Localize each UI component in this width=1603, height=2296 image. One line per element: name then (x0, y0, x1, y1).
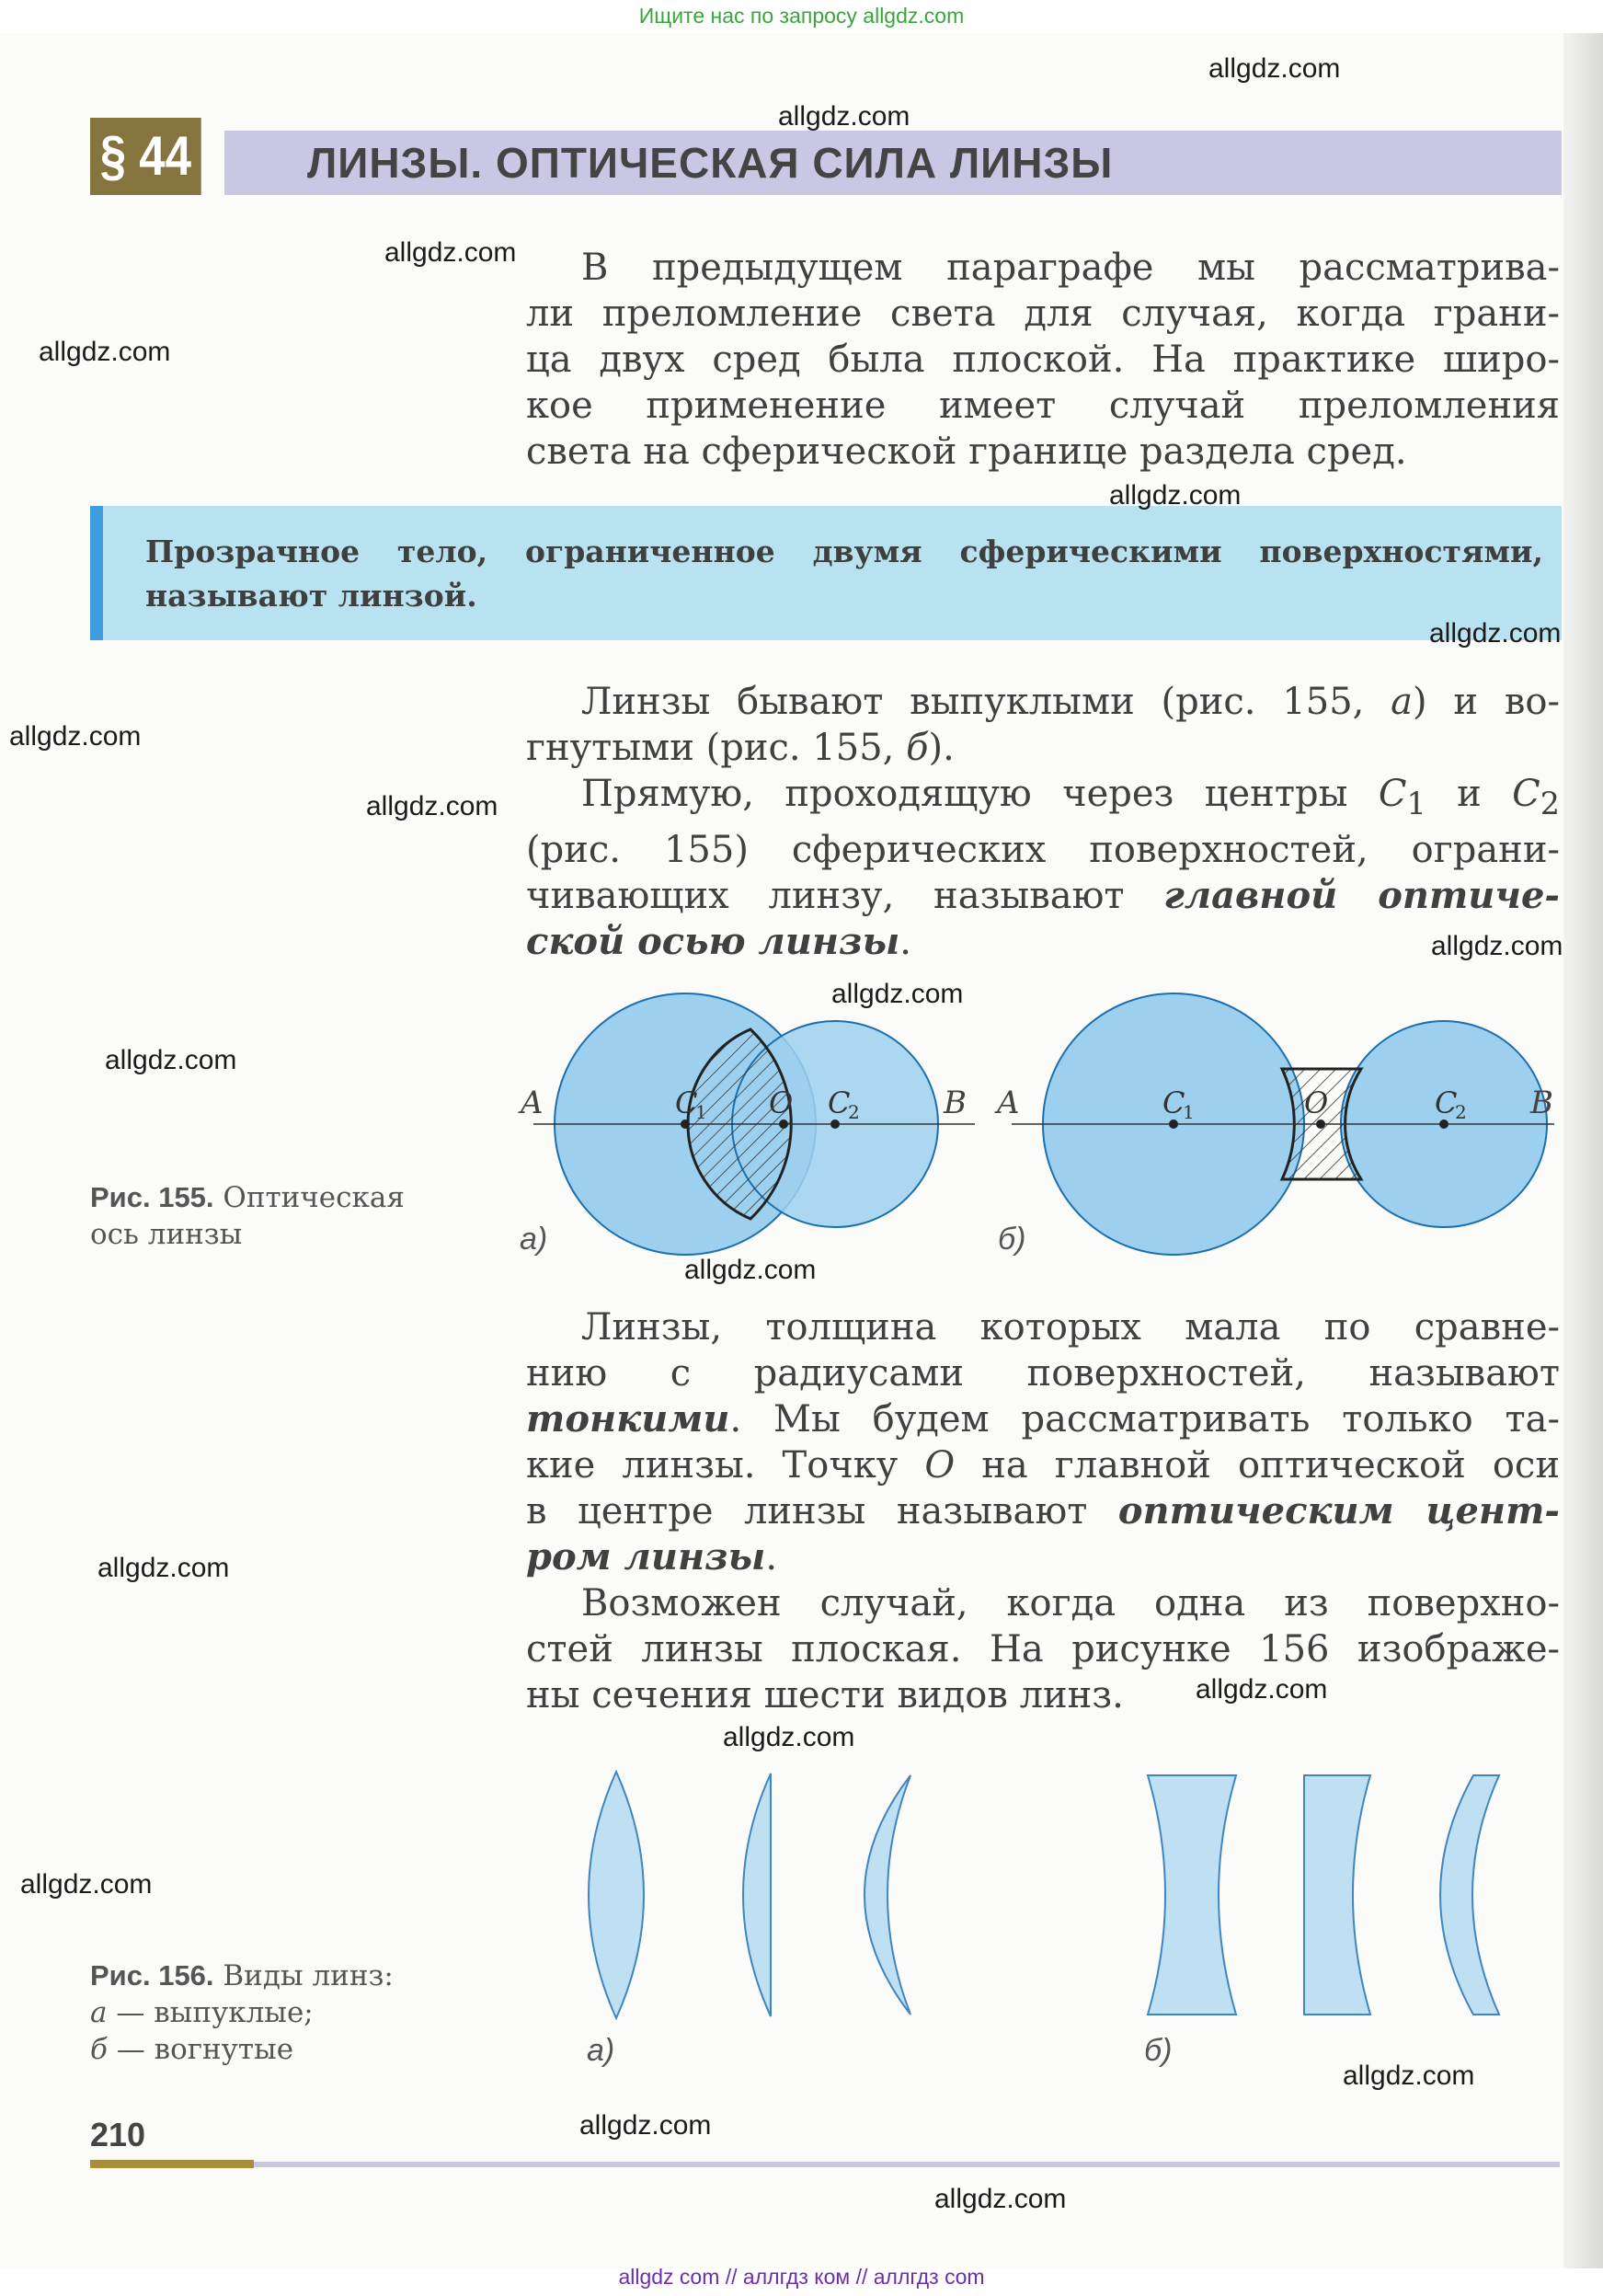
definition-text (145, 530, 1543, 618)
symbol-o: O (924, 1444, 956, 1487)
watermark: allgdz.com (1431, 931, 1563, 961)
text-fragment: ). (928, 727, 955, 769)
page-edge (1563, 33, 1603, 2268)
watermark: allgdz.com (20, 1869, 153, 1900)
text-fragment: на главной оптической оси (955, 1444, 1560, 1487)
text-line (526, 919, 1560, 965)
fig155-label-a: а) (520, 1222, 548, 1257)
definition-line: называют линзой. (145, 578, 477, 614)
term-main-optical-axis: главной оптиче- (1163, 874, 1560, 917)
caption-label: Рис. 155. (90, 1181, 214, 1213)
watermark: allgdz.com (831, 979, 964, 1009)
biconvex-lens (589, 1772, 644, 2018)
convex-meniscus-lens (864, 1775, 910, 2015)
text-line: нию с радиусами поверхностей, называют (526, 1352, 1560, 1395)
label-a-point: A (997, 1085, 1020, 1121)
text-line (526, 679, 1560, 725)
text-fragment: гнутыми (рис. 155, (526, 727, 907, 769)
label-subscript: 2 (1455, 1101, 1467, 1123)
caption-text: ось линзы (90, 1218, 243, 1251)
plano-convex-lens (743, 1774, 771, 2016)
text-fragment: Прямую, проходящую через центры (581, 773, 1379, 815)
top-banner[interactable]: Ищите нас по запросу allgdz.com (638, 4, 965, 28)
text-line: ца двух сред была плоской. На практике широ- (526, 339, 1560, 381)
watermark: allgdz.com (1429, 618, 1562, 649)
footer-accent (90, 2160, 254, 2168)
fig156-label-b: б) (1144, 2033, 1173, 2068)
term-optical-center: ром линзы (526, 1535, 766, 1578)
label-c-point: C (1162, 1085, 1185, 1120)
watermark: allgdz.com (384, 237, 517, 268)
text-fragment: ) и во- (1413, 681, 1560, 723)
point-c1-a (681, 1119, 690, 1129)
text-line: ли преломление света для случая, когда грани- (526, 293, 1560, 335)
text-line (526, 1534, 1560, 1580)
caption-letter: б (90, 2033, 108, 2066)
text-line: (рис. 155) сферических поверхностей, ограни- (526, 829, 1560, 871)
watermark: allgdz.com (105, 1045, 237, 1075)
text-fragment: чивающих линзу, называют (526, 875, 1164, 917)
text-line: Возможен случай, когда одна из поверхно- (581, 1582, 1560, 1624)
fig-ref-b: б (906, 727, 929, 769)
text-line (526, 1396, 1560, 1442)
text-line: света на сферической границе раздела сред. (526, 430, 1407, 473)
fig-ref-a: а (1391, 681, 1414, 723)
caption-text: — вогнутые (107, 2033, 294, 2066)
symbol-c: C (1378, 773, 1407, 815)
watermark: allgdz.com (778, 101, 910, 132)
caption-label: Рис. 156. (90, 1959, 214, 1992)
text-line: стей линзы плоская. На рисунке 156 изображе- (526, 1628, 1560, 1670)
symbol-subscript: 2 (1540, 786, 1560, 821)
watermark: allgdz.com (366, 791, 498, 821)
label-a-point: A (521, 1085, 544, 1121)
label-b-point: B (944, 1085, 967, 1121)
label-c-point: C (675, 1085, 698, 1120)
text-line: ны сечения шести видов линз. (526, 1674, 1124, 1716)
watermark: allgdz.com (1196, 1674, 1328, 1705)
text-line (526, 771, 1560, 827)
definition-box-accent (90, 506, 103, 640)
watermark: allgdz.com (723, 1722, 855, 1752)
figure-155 (515, 984, 1563, 1279)
watermark: allgdz.com (684, 1255, 817, 1285)
term-optical-center: оптическим цент- (1117, 1489, 1561, 1533)
label-subscript: 2 (848, 1101, 860, 1123)
text-fragment: кие линзы. Точку (526, 1444, 925, 1487)
watermark: allgdz.com (1208, 53, 1341, 84)
caption-text: Оптическая (223, 1181, 405, 1214)
section-number: § 44 (90, 118, 201, 195)
term-thin: тонкими (526, 1397, 730, 1441)
watermark: allgdz.com (1343, 2061, 1475, 2091)
watermark: allgdz.com (9, 721, 142, 752)
text-line: Линзы, толщина которых мала по сравне- (581, 1306, 1560, 1349)
watermark: allgdz.com (97, 1553, 230, 1583)
watermark: allgdz.com (39, 337, 171, 367)
point-o-b (1316, 1119, 1325, 1129)
caption-text: — выпуклые; (107, 1996, 314, 2029)
plano-concave-lens (1304, 1775, 1370, 2015)
watermark: allgdz.com (579, 2110, 712, 2141)
point-o-a (779, 1119, 788, 1129)
text-fragment: и (1426, 773, 1513, 815)
text-fragment: Линзы бывают выпуклыми (рис. 155, (581, 681, 1391, 723)
label-c-point: C (828, 1085, 851, 1120)
text-line (526, 1442, 1560, 1488)
point-c2-b (1439, 1119, 1448, 1129)
intro-paragraph (526, 245, 1560, 475)
text-line (526, 1488, 1560, 1534)
text-line (526, 725, 1560, 771)
point-c1-b (1169, 1119, 1178, 1129)
symbol-c: C (1512, 773, 1540, 815)
text-line: кое применение имеет случай преломления (526, 385, 1560, 427)
fig155-caption (90, 1179, 405, 1253)
label-subscript: 1 (695, 1101, 707, 1123)
text-line: В предыдущем параграфе мы рассматрива- (581, 247, 1560, 289)
lens-types-paragraph (526, 679, 1560, 965)
watermark: allgdz.com (934, 2184, 1067, 2214)
fig155-label-b: б) (998, 1222, 1026, 1257)
figure-156 (552, 1766, 1563, 2024)
footer-line (254, 2162, 1560, 2167)
label-o-point: O (769, 1085, 794, 1120)
biconcave-lens (1148, 1775, 1236, 2015)
thin-lens-paragraph (526, 1304, 1560, 1718)
point-c2-a (830, 1119, 840, 1129)
label-subscript: 1 (1183, 1101, 1195, 1123)
fig156-caption (90, 1957, 394, 2068)
fig156-label-a: а) (587, 2033, 615, 2068)
text-fragment: в центре линзы называют (526, 1490, 1118, 1533)
text-fragment: . Мы будем рассматривать только та- (729, 1398, 1560, 1441)
section-title: ЛИНЗЫ. ОПТИЧЕСКАЯ СИЛА ЛИНЗЫ (307, 139, 1114, 187)
page-number: 210 (90, 2116, 146, 2153)
watermark: allgdz.com (1109, 480, 1242, 511)
label-o-point: O (1304, 1085, 1329, 1120)
definition-line: Прозрачное тело, ограниченное двумя сферическими поверхностями, (145, 534, 1543, 569)
label-b-point: B (1530, 1085, 1553, 1121)
caption-letter: а (90, 1996, 108, 2029)
label-c-point: C (1435, 1085, 1458, 1120)
concave-meniscus-lens (1440, 1775, 1499, 2015)
text-fragment: . (899, 921, 911, 963)
term-main-optical-axis: ской осью линзы (526, 920, 900, 963)
symbol-subscript: 1 (1406, 786, 1426, 821)
caption-text: Виды линз: (223, 1959, 394, 1992)
bottom-banner[interactable]: allgdz com // аллгдз ком // аллгдз com (618, 2265, 985, 2289)
text-line (526, 873, 1560, 919)
text-fragment: . (765, 1536, 778, 1578)
